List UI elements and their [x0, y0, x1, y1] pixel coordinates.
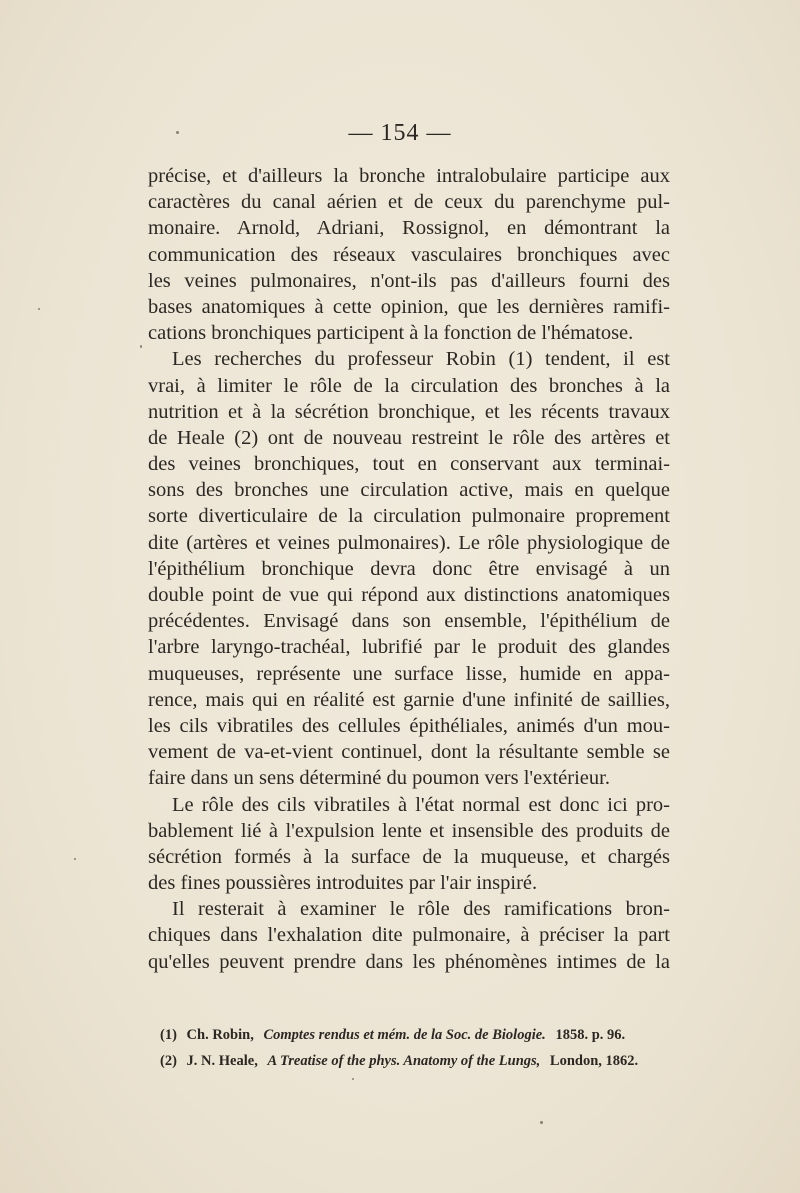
paper-speck [352, 1078, 354, 1080]
footnote-marker: (2) [160, 1053, 177, 1069]
footnote [160, 1048, 700, 1074]
footnote-marker: (1) [160, 1027, 177, 1043]
text-line: les veines pulmonaires, n'ont-ils pas d'ailleurs fourni des [148, 269, 670, 292]
text-line: précise, et d'ailleurs la bronche intralobulaire participe aux [148, 165, 670, 187]
footnote-title: A Treatise of the phys. Anatomy of the Lungs, [267, 1053, 541, 1069]
footnote-reference: London, 1862. [549, 1053, 639, 1069]
text-line: Le rôle des cils vibratiles à l'état normal est donc ici pro- [172, 793, 670, 816]
text-line: sorte diverticulaire de la circulation pulmonaire proprement [148, 505, 670, 528]
text-line: double point de vue qui répond aux distinctions anatomiques [148, 584, 670, 606]
text-line: cations bronchiques participent à la fonction de l'hématose. [148, 322, 634, 345]
paper-speck [176, 131, 179, 134]
text-line: Les recherches du professeur Robin (1) tendent, il est [172, 348, 670, 371]
text-line: sons des bronches une circulation active, mais en quelque [148, 479, 670, 502]
text-line: bablement lié à l'expulsion lente et insensible des produits de [148, 819, 670, 842]
paper-speck [540, 1121, 543, 1124]
text-line: faire dans un sens déterminé du poumon vers l'extérieur. [148, 767, 610, 790]
text-line: Il resterait à examiner le rôle des ramifications bron- [172, 898, 670, 921]
text-line: nutrition et à la sécrétion bronchique, et les récents travaux [148, 400, 670, 423]
text-line: vement de va-et-vient continuel, dont la résultante semble se [148, 741, 670, 764]
text-line: les cils vibratiles des cellules épithéliales, animés d'un mou- [148, 714, 670, 737]
body-text [148, 163, 670, 975]
text-line: l'épithélium bronchique devra donc être envisagé à un [148, 557, 670, 580]
text-line: sécrétion formés à la surface de la muqueuse, et chargés [148, 845, 670, 868]
text-line: monaire. Arnold, Adriani, Rossignol, en démontrant la [148, 217, 670, 240]
text-line: dite (artères et veines pulmonaires). Le rôle physiologique de [148, 531, 670, 554]
footnote-reference: 1858. p. 96. [555, 1027, 626, 1043]
footnote-author: J. N. Heale, [186, 1053, 258, 1069]
text-line: chiques dans l'exhalation dite pulmonaire, à préciser la part [148, 924, 670, 947]
footnote [160, 1022, 700, 1048]
page-number: — 154 — [348, 120, 452, 146]
paper-speck [74, 858, 76, 860]
paper-speck [38, 308, 40, 310]
text-line: caractères du canal aérien et de ceux du parenchyme pul- [148, 191, 670, 214]
text-line: précédentes. Envisagé dans son ensemble, l'épithélium de [148, 610, 670, 633]
text-line: l'arbre laryngo-trachéal, lubrifié par le produit des glandes [148, 636, 670, 659]
footnote-author: Ch. Robin, [186, 1027, 254, 1043]
text-line: bases anatomiques à cette opinion, que les dernières ramifi- [148, 295, 670, 318]
text-line: muqueuses, représente une surface lisse, humide en appa- [148, 662, 670, 685]
paper-speck [140, 345, 142, 348]
footnote-title: Comptes rendus et mém. de la Soc. de Biologie. [263, 1027, 546, 1043]
text-line: qu'elles peuvent prendre dans les phénomènes intimes de la [148, 950, 670, 973]
text-line: communication des réseaux vasculaires bronchiques avec [148, 243, 670, 266]
text-line: des fines poussières introduites par l'air inspiré. [148, 872, 538, 895]
footnotes [160, 1022, 700, 1074]
text-line: de Heale (2) ont de nouveau restreint le rôle des artères et [148, 426, 670, 449]
text-line: rence, mais qui en réalité est garnie d'une infinité de saillies, [148, 688, 670, 711]
text-line: des veines bronchiques, tout en conservant aux terminai- [148, 453, 670, 476]
text-line: vrai, à limiter le rôle de la circulation des bronches à la [148, 374, 670, 397]
